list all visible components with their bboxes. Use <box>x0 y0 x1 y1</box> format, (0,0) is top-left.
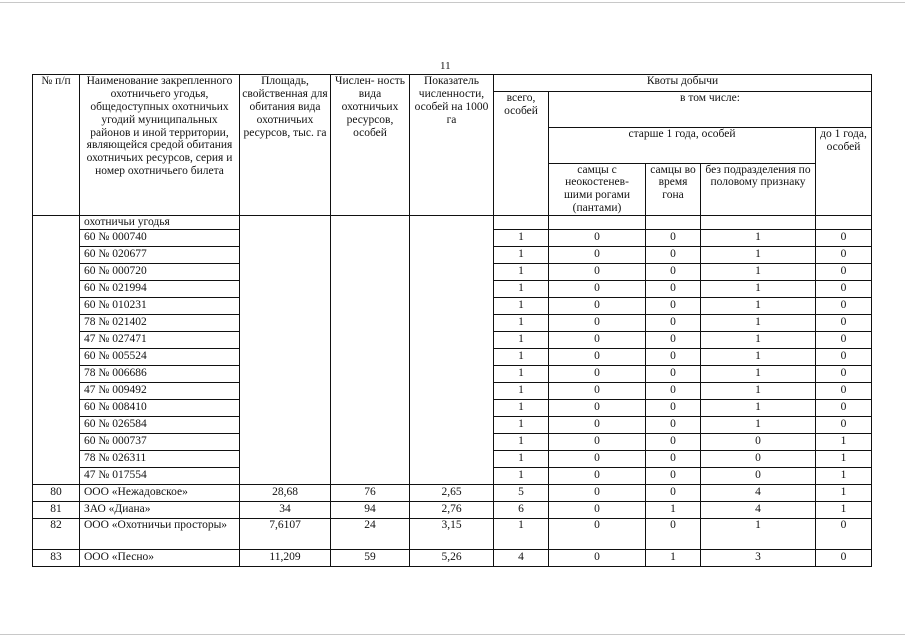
ticket-number: 60 № 000720 <box>80 263 240 280</box>
quota-under1: 0 <box>816 382 872 399</box>
row-number: 82 <box>33 518 80 549</box>
quota-antlers: 0 <box>549 416 646 433</box>
quota-antlers: 0 <box>549 399 646 416</box>
quota-antlers: 0 <box>549 450 646 467</box>
quota-under1: 0 <box>816 348 872 365</box>
quota-total: 1 <box>494 280 549 297</box>
quota-antlers: 0 <box>549 518 646 549</box>
cell-density-empty <box>410 216 494 485</box>
quota-under1: 1 <box>816 433 872 450</box>
quota-total: 1 <box>494 416 549 433</box>
quota-total: 1 <box>494 433 549 450</box>
quota-antlers: 0 <box>549 365 646 382</box>
table-body <box>33 216 872 567</box>
quota-total: 4 <box>494 549 549 566</box>
quota-nosex: 4 <box>701 484 816 501</box>
quota-rut: 0 <box>646 518 701 549</box>
quota-under1: 0 <box>816 518 872 549</box>
quota-antlers: 0 <box>549 246 646 263</box>
row-number: 81 <box>33 501 80 518</box>
org-density: 2,65 <box>410 484 494 501</box>
header-males-antlers: самцы с неокостенев- шими рогами (пантами) <box>549 163 646 216</box>
quota-total: 6 <box>494 501 549 518</box>
quota-antlers: 0 <box>549 549 646 566</box>
quota-nosex: 0 <box>701 450 816 467</box>
ticket-number: 60 № 000737 <box>80 433 240 450</box>
org-population: 24 <box>331 518 410 549</box>
ticket-number: 78 № 006686 <box>80 365 240 382</box>
org-density: 5,26 <box>410 549 494 566</box>
header-under1: до 1 года, особей <box>816 127 872 215</box>
org-population: 94 <box>331 501 410 518</box>
quota-antlers: 0 <box>549 382 646 399</box>
row-number: 80 <box>33 484 80 501</box>
table-header <box>33 75 872 216</box>
quota-rut: 0 <box>646 484 701 501</box>
quota-antlers: 0 <box>549 314 646 331</box>
scan-edge-bottom <box>0 634 905 635</box>
quota-antlers: 0 <box>549 280 646 297</box>
ticket-number: 78 № 026311 <box>80 450 240 467</box>
quota-total: 5 <box>494 484 549 501</box>
row-number: 83 <box>33 549 80 566</box>
quota-under1: 1 <box>816 467 872 484</box>
header-no-sex: без подразделения по половому признаку <box>701 163 816 216</box>
continuation-row <box>33 216 872 230</box>
org-density: 3,15 <box>410 518 494 549</box>
quota-under1: 0 <box>816 280 872 297</box>
quota-antlers: 0 <box>549 229 646 246</box>
header-population: Числен- ность вида охотничьих ресурсов, особей <box>331 75 410 216</box>
quota-under1: 1 <box>816 450 872 467</box>
quota-under1: 0 <box>816 229 872 246</box>
quota-rut: 1 <box>646 549 701 566</box>
ticket-number: 47 № 027471 <box>80 331 240 348</box>
cell-num-empty <box>33 216 80 485</box>
quota-rut: 0 <box>646 263 701 280</box>
header-including: в том числе: <box>549 92 872 128</box>
quota-total: 1 <box>494 331 549 348</box>
quota-nosex: 1 <box>701 246 816 263</box>
quota-rut: 0 <box>646 365 701 382</box>
quota-nosex: 0 <box>701 467 816 484</box>
quota-rut: 0 <box>646 348 701 365</box>
quota-under1: 0 <box>816 314 872 331</box>
ticket-number: 60 № 021994 <box>80 280 240 297</box>
cell-population-empty <box>331 216 410 485</box>
quota-rut: 0 <box>646 246 701 263</box>
quota-rut: 0 <box>646 399 701 416</box>
quota-rut: 0 <box>646 229 701 246</box>
quota-nosex: 1 <box>701 280 816 297</box>
org-density: 2,76 <box>410 501 494 518</box>
header-num: № п/п <box>33 75 80 216</box>
quota-under1: 0 <box>816 416 872 433</box>
org-area: 11,209 <box>240 549 331 566</box>
quota-total: 1 <box>494 382 549 399</box>
quota-total: 1 <box>494 399 549 416</box>
quota-rut: 0 <box>646 331 701 348</box>
quota-nosex: 1 <box>701 297 816 314</box>
ticket-number: 60 № 000740 <box>80 229 240 246</box>
quota-nosex: 1 <box>701 382 816 399</box>
quota-total: 1 <box>494 314 549 331</box>
quota-nosex: 0 <box>701 433 816 450</box>
quota-rut: 0 <box>646 467 701 484</box>
quota-rut: 0 <box>646 280 701 297</box>
org-name: ООО «Песно» <box>80 549 240 566</box>
ticket-number: 47 № 017554 <box>80 467 240 484</box>
quota-rut: 0 <box>646 382 701 399</box>
org-name: ООО «Нежадовское» <box>80 484 240 501</box>
quota-antlers: 0 <box>549 331 646 348</box>
org-name: ООО «Охотничьи просторы» <box>80 518 240 549</box>
quota-nosex: 1 <box>701 365 816 382</box>
quota-total: 1 <box>494 297 549 314</box>
ticket-number: 47 № 009492 <box>80 382 240 399</box>
quota-under1: 0 <box>816 297 872 314</box>
continuation-label: охотничьи угодья <box>80 216 240 230</box>
quota-under1: 0 <box>816 246 872 263</box>
org-row <box>33 549 872 566</box>
org-area: 28,68 <box>240 484 331 501</box>
quota-antlers: 0 <box>549 263 646 280</box>
quota-nosex: 1 <box>701 518 816 549</box>
quota-nosex: 1 <box>701 314 816 331</box>
cell-area-empty <box>240 216 331 485</box>
org-row <box>33 501 872 518</box>
quota-total: 1 <box>494 246 549 263</box>
quota-antlers: 0 <box>549 433 646 450</box>
quota-rut: 0 <box>646 433 701 450</box>
quota-antlers: 0 <box>549 297 646 314</box>
quota-nosex: 1 <box>701 331 816 348</box>
quota-rut: 1 <box>646 501 701 518</box>
ticket-number: 60 № 010231 <box>80 297 240 314</box>
quota-antlers: 0 <box>549 348 646 365</box>
org-row <box>33 518 872 549</box>
quota-rut: 0 <box>646 314 701 331</box>
quota-antlers: 0 <box>549 501 646 518</box>
quota-nosex: 1 <box>701 263 816 280</box>
quota-rut: 0 <box>646 450 701 467</box>
org-population: 76 <box>331 484 410 501</box>
org-area: 7,6107 <box>240 518 331 549</box>
quota-total: 1 <box>494 365 549 382</box>
ticket-number: 60 № 026584 <box>80 416 240 433</box>
quota-nosex: 1 <box>701 399 816 416</box>
org-row <box>33 484 872 501</box>
header-area: Площадь, свойственная для обитания вида охотничьих ресурсов, тыс. га <box>240 75 331 216</box>
ticket-number: 78 № 021402 <box>80 314 240 331</box>
org-name: ЗАО «Диана» <box>80 501 240 518</box>
quota-nosex: 1 <box>701 348 816 365</box>
ticket-number: 60 № 020677 <box>80 246 240 263</box>
scan-edge-top <box>0 2 905 3</box>
quota-antlers: 0 <box>549 467 646 484</box>
quota-under1: 1 <box>816 501 872 518</box>
ticket-number: 60 № 005524 <box>80 348 240 365</box>
quota-rut: 0 <box>646 297 701 314</box>
quota-under1: 0 <box>816 263 872 280</box>
quota-nosex: 1 <box>701 416 816 433</box>
header-older: старше 1 года, особей <box>549 127 816 163</box>
quota-under1: 0 <box>816 549 872 566</box>
quota-total: 1 <box>494 518 549 549</box>
org-area: 34 <box>240 501 331 518</box>
quota-nosex: 3 <box>701 549 816 566</box>
quota-under1: 0 <box>816 399 872 416</box>
quota-total: 1 <box>494 348 549 365</box>
ticket-number: 60 № 008410 <box>80 399 240 416</box>
header-quotas: Квоты добычи <box>494 75 872 92</box>
quota-under1: 0 <box>816 365 872 382</box>
quota-rut: 0 <box>646 416 701 433</box>
quota-nosex: 4 <box>701 501 816 518</box>
header-name: Наименование закрепленного охотничьего угодья, общедоступных охотничьих угодий муниципальных районов и иной территории, являющейся средой обитания охотничьих ресурсов, серия и номер охотничьего билета <box>80 75 240 216</box>
quota-under1: 0 <box>816 331 872 348</box>
header-density: Показатель численности, особей на 1000 га <box>410 75 494 216</box>
page-number: 11 <box>440 60 451 72</box>
quota-nosex: 1 <box>701 229 816 246</box>
quota-total: 1 <box>494 467 549 484</box>
header-males-rut: самцы во время гона <box>646 163 701 216</box>
org-population: 59 <box>331 549 410 566</box>
quota-total: 1 <box>494 450 549 467</box>
quota-total: 1 <box>494 229 549 246</box>
header-total: всего, особей <box>494 92 549 216</box>
quota-antlers: 0 <box>549 484 646 501</box>
quota-under1: 1 <box>816 484 872 501</box>
quota-total: 1 <box>494 263 549 280</box>
quota-table <box>32 74 872 567</box>
